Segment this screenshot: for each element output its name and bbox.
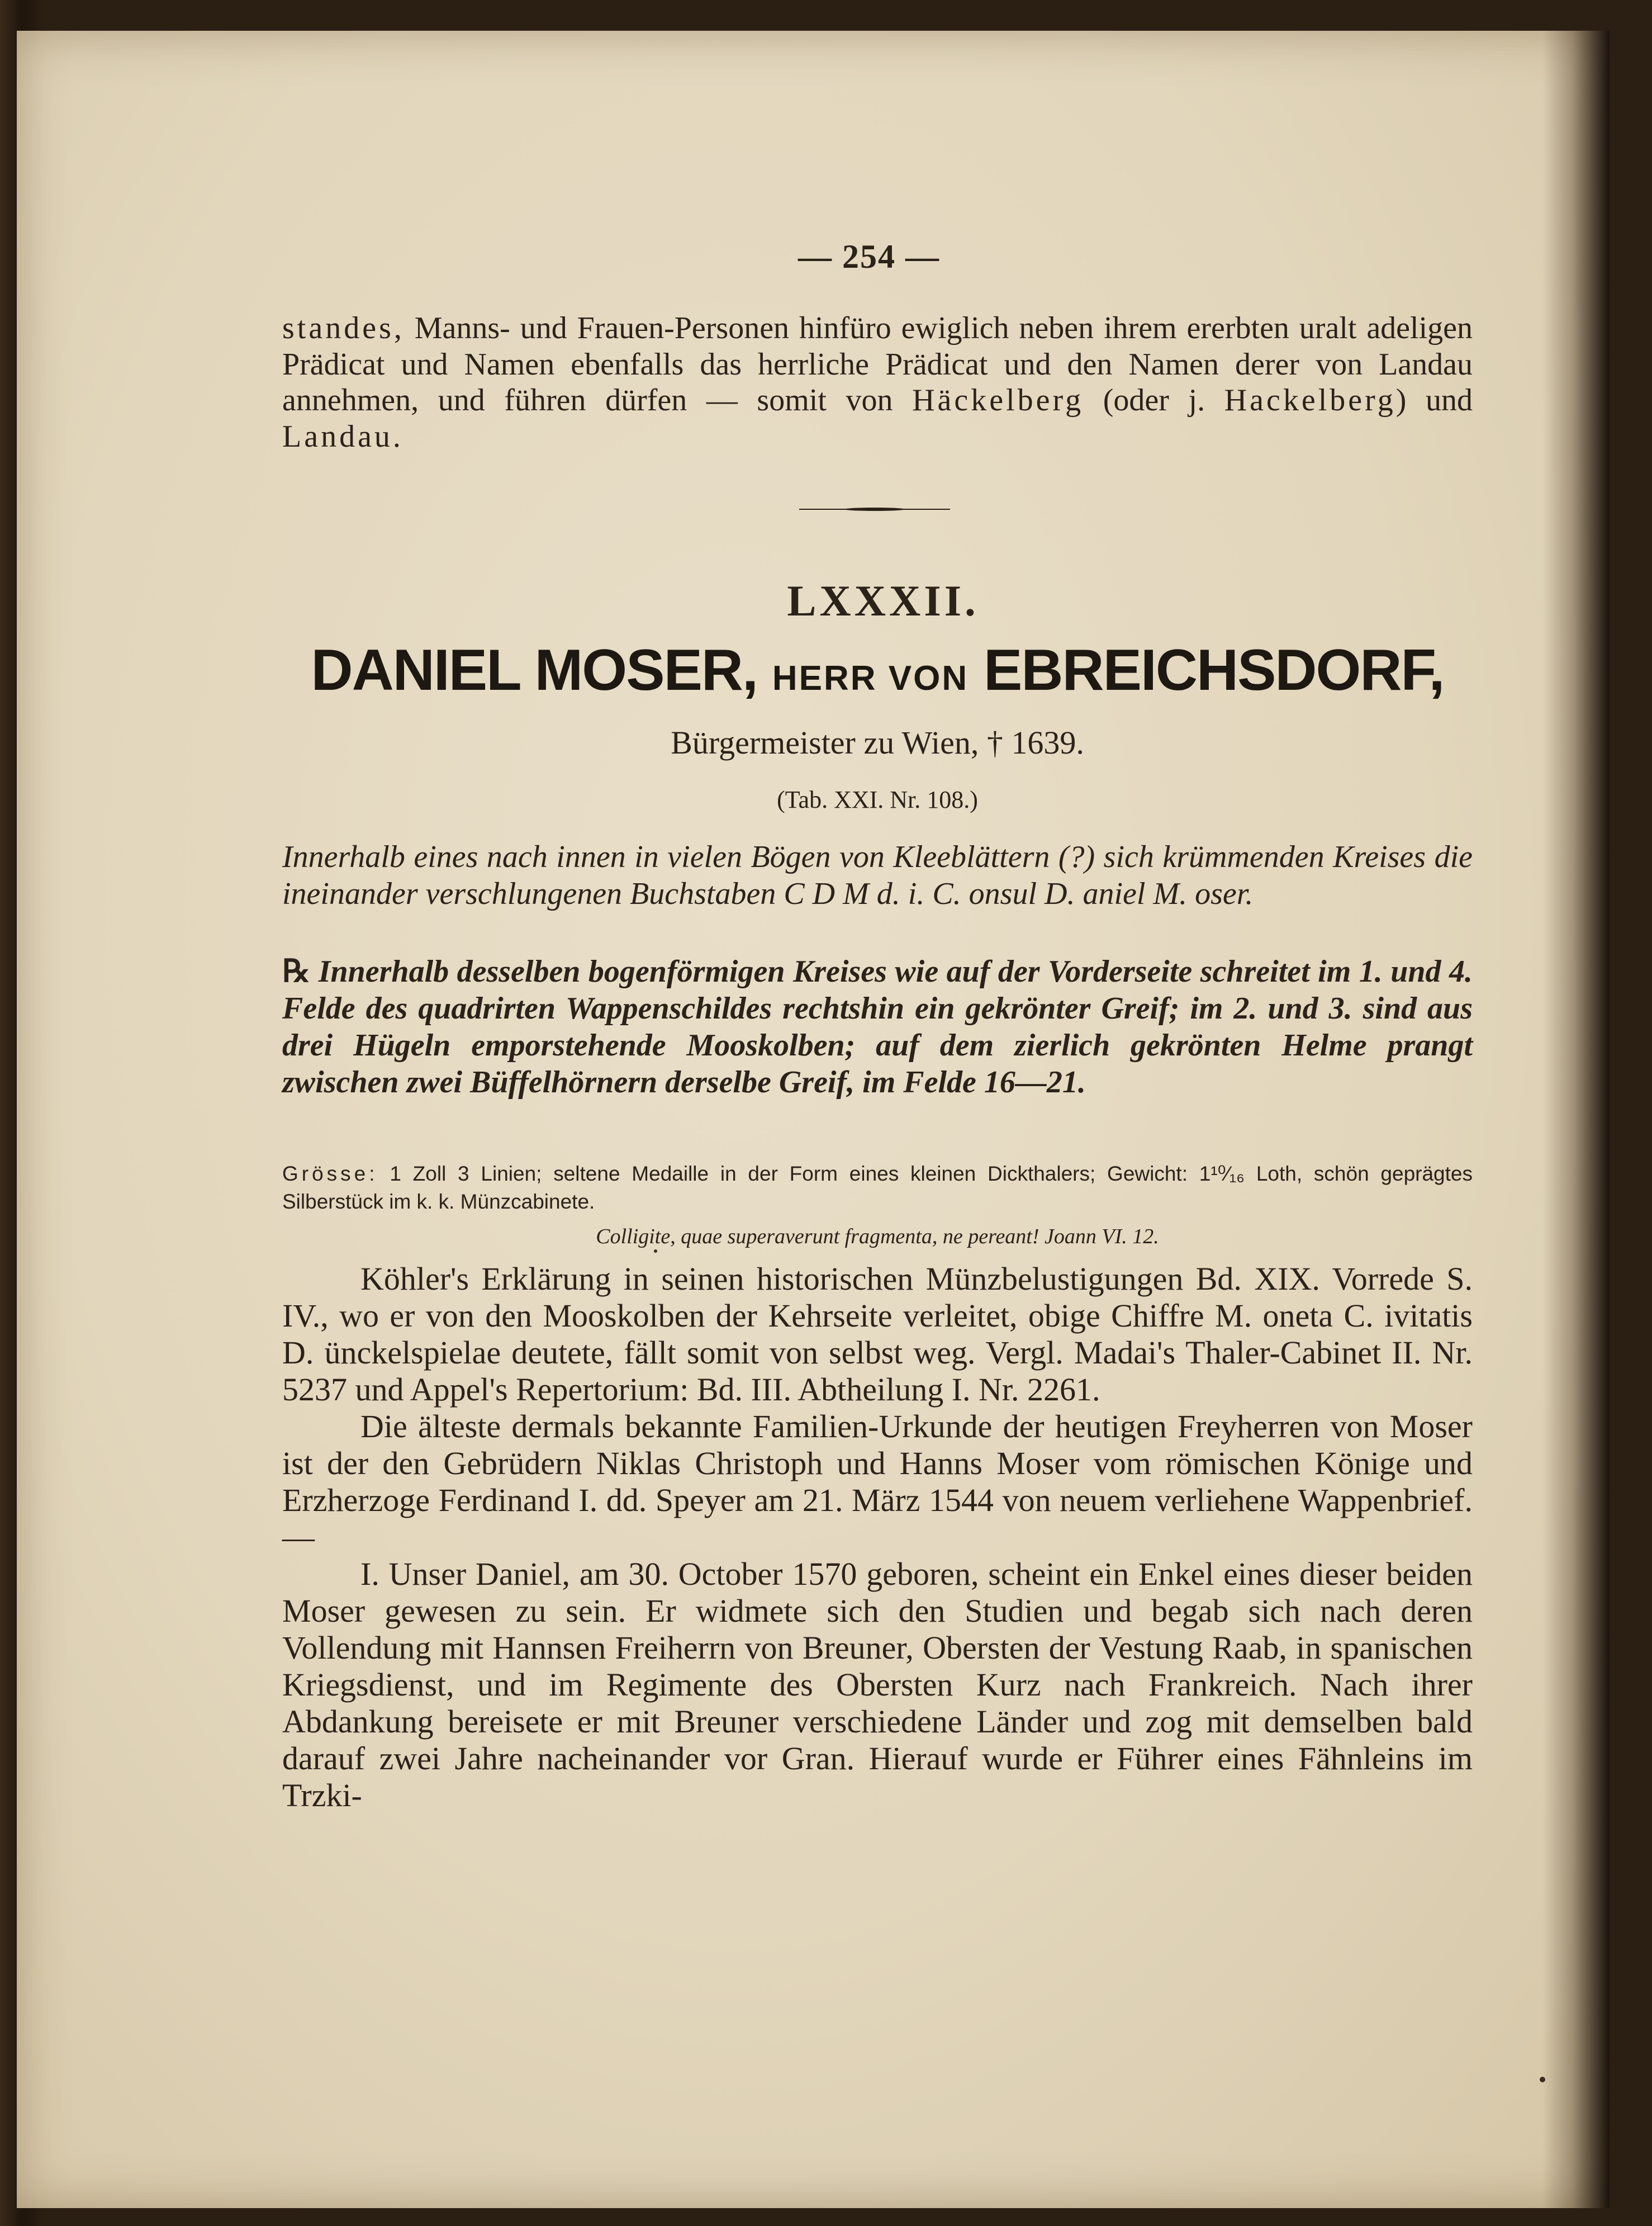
spaced-word: Hackelberg [1224, 383, 1396, 418]
page-gutter-shadow [1542, 31, 1610, 2208]
title-place: EBREICHSDORF, [984, 638, 1444, 703]
body-text [282, 1261, 1473, 1814]
reverse-mark: ℞ [282, 954, 311, 989]
reverse-description [282, 953, 1473, 1101]
text-run: ) und [1395, 383, 1473, 418]
opening-text [282, 310, 1473, 454]
ink-speck [654, 1249, 657, 1253]
spaced-word: standes, [282, 311, 405, 345]
size-note [282, 1160, 1473, 1216]
paragraph-urkunde: Die älteste dermals bekannte Familien-Urkunde der heutigen Freyherren von Moser ist der den Gebrüdern Niklas Christoph und Hanns Moser vom römischen Könige und Erzherzoge Ferdinand I. dd. Speyer am 21. März 1544 von neuem verliehene Wappenbrief. — [282, 1408, 1473, 1555]
spaced-word: Landau. [282, 419, 403, 454]
size-note-text: 1 Zoll 3 Linien; seltene Medaille in der Form eines kleinen Dickthalers; Gewicht: 1¹⁰⁄₁₆ Loth, schön geprägtes Silberstück im k. k. Münzcabinete. [282, 1162, 1473, 1213]
text-run: (oder j. [1084, 383, 1224, 418]
reverse-text: Innerhalb desselben bogenförmigen Kreises wie auf der Vorderseite schreitet im 1. und 4. Felde des quadrirten Wappenschildes rechtshin ein gekrönter Greif; im 2. und 3. sind aus drei Hügeln emporstehende Mooskolben; auf dem zierlich gekrönten Helme prangt zwischen zwei Büffelhörnern derselbe Greif, im Felde 16—21. [282, 954, 1473, 1100]
section-number: LXXXII. [787, 576, 979, 625]
spaced-word: Häckelberg [912, 383, 1084, 418]
opening-paragraph [282, 310, 1473, 454]
title-name: DANIEL MOSER, [311, 638, 757, 703]
paragraph-koehler: Köhler's Erklärung in seinen historischen Münzbelustigungen Bd. XIX. Vorrede S. IV., wo er von den Mooskolben der Kehrseite verleitet, obige Chiffre M. oneta C. ivitatis D. ünckelspielae deutete, fällt somit von selbst weg. Vergl. Madai's Thaler-Cabinet II. Nr. 5237 und Appel's Repertorium: Bd. III. Abtheilung I. Nr. 2261. [282, 1261, 1473, 1408]
title-small-caps: HERR VON [772, 659, 969, 698]
paragraph-daniel: I. Unser Daniel, am 30. October 1570 geboren, scheint ein Enkel eines dieser beiden Moser gewesen zu sein. Er widmete sich den Studien und begab sich nach deren Vollendung mit Hannsen Freiherrn von Breuner, Obersten der Vestung Raab, in spanischen Kriegsdienst, und im Regimente des Obersten Kurz nach Frankreich. Nach ihrer Abdankung bereisete er mit Breuner verschiedene Länder und zog mit demselben bald darauf zwei Jahre nacheinander vor Gran. Hierauf wurde er Führer eines Fähnleins im Trzki- [282, 1556, 1473, 1813]
motto: Colligite, quae superaverunt fragmenta, ne pereant! Joann VI. 12. [596, 1225, 1159, 1248]
ink-speck [1540, 2077, 1545, 2082]
size-note-label: Grösse: [282, 1162, 378, 1185]
section-subtitle: Bürgermeister zu Wien, † 1639. [671, 724, 1084, 761]
text-run: Manns- und Frauen-Personen hinfüro ewiglich neben ihrem ererbten uralt adeligen Prädicat und Namen ebenfalls das herrliche Prädicat und den Namen derer von Landau annehmen, und führen dürfen — somit von [282, 311, 1473, 418]
page-number: — 254 — [798, 238, 940, 275]
plate-reference: (Tab. XXI. Nr. 108.) [777, 786, 978, 813]
section-title [282, 637, 1473, 704]
ornamental-rule [799, 507, 950, 511]
obverse-description: Innerhalb eines nach innen in vielen Bögen von Kleeblättern (?) sich krümmenden Kreises die ineinander verschlungenen Buchstaben C D M d. i. C. onsul D. aniel M. oser. [282, 840, 1473, 911]
